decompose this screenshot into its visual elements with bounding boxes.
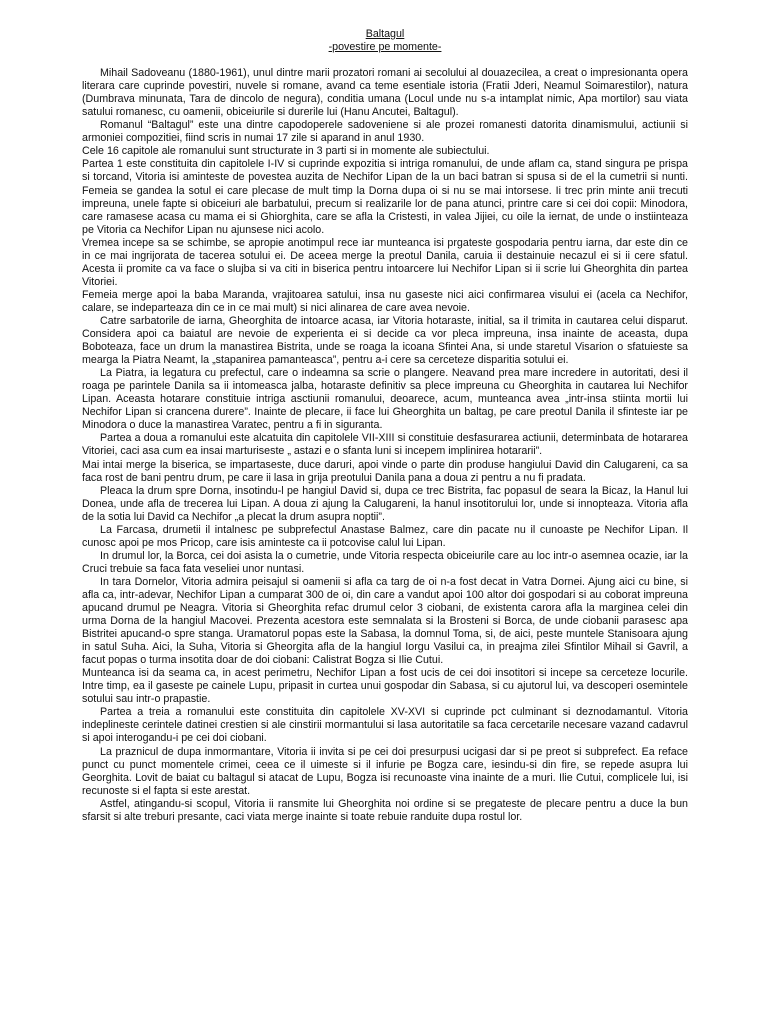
body-paragraph: Cele 16 capitole ale romanului sunt structurate in 3 parti si in momente ale subiectului.	[82, 145, 490, 158]
body-paragraph: Femeia merge apoi la baba Maranda, vrajitoarea satului, insa nu gaseste nici aici confirmarea visului ei (acela ca Nechifor, calare, se indeparteaza din ce in ce mai mult) si nici alinarea de care avea nevoie.	[82, 288, 688, 314]
document-title: Baltagul	[365, 28, 405, 40]
document-subtitle: -povestire pe momente-	[328, 41, 442, 54]
body-paragraph: La praznicul de dupa inmormantare, Vitoria ii invita si pe cei doi presurpusi ucigasi dar si pe preot si subprefect. Ea reface punct cu punct momentele crimei, ceea ce il uimeste si il infurie pe Bogza care, iesindu-si din fire, se repede asupra lui Georghita. Lovit de baiat cu baltagul si atacat de Lupu, Bogza isi recunoaste vina inainte de a muri. Ilie Cutui, complicele lui, isi recunoste si el fapta si este arestat.	[82, 745, 688, 797]
document-body	[82, 67, 688, 824]
document-page	[82, 28, 688, 824]
body-paragraph: La Farcasa, drumetii il intalnesc pe subprefectul Anastase Balmez, care din pacate nu il cunoaste pe Nechifor Lipan. Il cunosc apoi pe mos Pricop, care isis aminteste ca ii potcovise calul lui Lipan.	[82, 523, 688, 549]
body-paragraph: Mai intai merge la biserica, se impartaseste, duce daruri, apoi vinde o parte din produse hangiului David din Calugareni, ca sa faca rost de bani pentru drum, pe care ii lasa in grija preotului Danila pana a doua zi pentru a nu fi pradata.	[82, 458, 688, 484]
body-paragraph: Catre sarbatorile de iarna, Gheorghita de intoarce acasa, iar Vitoria hotaraste, initial, sa il trimita in cautarea celui disparut. Considera apoi ca baiatul are nevoie de experienta ei si decide ca vor pleca impreuna, insa inainte de aceasta, dupa Boboteaza, face un drum la manastirea Bistrita, unde se roaga la icoana Sfintei Ana, si unde staretul Visarion o sfatuieste sa mearga la Piatra Neamt, la „stapanirea pamanteasca”, pentru a-i cere sa cerceteze disparitia sotului ei.	[82, 314, 688, 367]
body-paragraph: In tara Dornelor, Vitoria admira peisajul si oamenii si afla ca targ de oi n-a fost decat in Vatra Dornei. Ajung aici cu bine, si afla ca, intr-adevar, Nechifor Lipan a cumparat 300 de oi, din care a vandut apoi 100 altor doi gospodari si au coborat impreuna apucand drumul pe Neagra. Vitoria si Gheorghita refac drumul celor 3 ciobani, de existenta carora afla la marginea celei din urma Dorna de la hangiul Macovei. Prezenta acestora este semnalata si la Brosteni si Borca, de unde ciobanii parasesc apa Bistritei apucand-o spre stanga. Uramatorul popas este la Sabasa, la domnul Toma, si, de aici, peste muntele Stanisoara ajung in satul Suha. Aici, la Suha, Vitoria si Gheorgita afla de la hangiul Iorgu Vasilui ca, in preajma zilei Sfintilor Mihail si Gavril, a facut popas o turma insotita doar de doi ciobani: Calistrat Bogza si Ilie Cutui.	[82, 575, 688, 667]
body-paragraph: Mihail Sadoveanu (1880-1961), unul dintre marii prozatori romani ai secolului al douazecilea, a creat o impresionanta opera literara care cuprinde povestiri, nuvele si romane, avand ca teme esentiale istoria (Fratii Jderi, Neamul Soimarestilor), natura (Dumbrava minunata, Tara de dincolo de negura), conditia umana (Locul unde nu s-a intamplat nimic, Apa mortilor) sau viata satului romanesc, cu oamenii, obiceiurile si durerile lui (Hanu Ancutei, Baltagul).	[82, 67, 688, 119]
body-paragraph: Vremea incepe sa se schimbe, se apropie anotimpul rece iar munteanca isi prgateste gospodaria pentru iarna, dar este din ce in ce mai ingrijorata de tacerea sotului ei. De aceea merge la preotul Danila, caruia ii destainuie necazul ei si ii cere sfatul. Acesta ii promite ca va face o slujba si va citi in biserica pentru intoarcere lui Nechifor Lipan si ii scrie lui Gheorghita din partea Vitoriei.	[82, 236, 688, 288]
body-paragraph: Munteanca isi da seama ca, in acest perimetru, Nechifor Lipan a fost ucis de cei doi insotitori si incepe sa cerceteze locurile. Intre timp, ea il gaseste pe cainele Lupu, pripasit in curtea unui gospodar din Sabasa, si cu ajutorul lui, va descoperi osemintele sotului sau intr-o prapastie.	[82, 667, 688, 706]
body-paragraph: Pleaca la drum spre Dorna, insotindu-l pe hangiul David si, dupa ce trec Bistrita, fac popasul de seara la Bicaz, la Hanul lui Donea, unde afla de trecerea lui Lipan. A doua zi ajung la Calugareni, la hanul insotitorului lor, unde si innopteaza. Vitoria afla de la sotia lui David ca Nechifor „a plecat la drum asupra noptii”.	[82, 484, 688, 523]
body-paragraph: Partea a treia a romanului este constituita din capitolele XV-XVI si cuprinde pct culminant si deznodamantul. Vitoria indeplineste cerintele datinei crestien si ale cinstirii mormantului si lasa autoritatile sa faca cercetarile necesare vazand cadavrul si apoi interogandu-i pe cei doi ciobani.	[82, 706, 688, 745]
body-paragraph: La Piatra, ia legatura cu prefectul, care o indeamna sa scrie o plangere. Neavand prea mare incredere in autoritati, desi il roaga pe parintele Danila sa ii intomeasca jalba, hotaraste definitiv sa plece impreuna cu Gheorghita in cautarea lui Nechifor Lipan. Aceasta hotarare constituie intriga asctiunii romanului, deoarece, acum, munteanca avea „intr-insa stiinta mortii lui Nechifor Lipan si crancena durere”. Inainte de plecare, ii face lui Gheorghita un baltag, pe care preotul Danila il sfinteste iar pe Minodora o duce la manastirea Varatec, pentru a fi in siguranta.	[82, 367, 688, 432]
body-paragraph: Partea 1 este constituita din capitolele I-IV si cuprinde expozitia si intriga romanului, de unde aflam ca, stand singura pe prispa si torcand, Vitoria isi aminteste de povestea auzita de Nechifor Lipan de la un baci batran si spusa si de el la cumetrii si nunti. Femeia se gandea la sotul ei care plecase de mult timp la Dorna dupa oi si nu se mai intorsese. Ii trec prin minte anii trecuti impreuna, unele fapte si obiceiuri ale barbatului, precum si realizarile lor de pana atunci, printre care si cei doi copii: Minodora, care ramasese acasa cu mama ei si Ghiorghita, care se afla la Cristesti, in valea Jijiei, cu oile la iernat, de unde o instiinteaza pe Vitoria ca Nechifor Lipan nu ajunsese nici acolo.	[82, 158, 688, 236]
body-paragraph: Astfel, atingandu-si scopul, Vitoria ii ransmite lui Gheorghita noi ordine si se pregateste de plecare pentru a duce la bun sfarsit si alte treburi presante, caci viata merge inainte si toate rebuie randuite dupa rostul lor.	[82, 797, 688, 823]
body-paragraph: In drumul lor, la Borca, cei doi asista la o cumetrie, unde Vitoria respecta obiceiurile care au loc intr-o asemnea ocazie, iar la Cruci trebuie sa faca fata veseliei unor nuntasi.	[82, 549, 688, 575]
body-paragraph: Romanul “Baltagul” este una dintre capodoperele sadoveniene si ale prozei romanesti datorita dinamismului, actiunii si armoniei compozitiei, fiind scris in numai 17 zile si aparand in anul 1930.	[82, 119, 688, 145]
body-paragraph: Partea a doua a romanului este alcatuita din capitolele VII-XIII si constituie desfasurarea actiunii, determinbata de hotararea Vitoriei, caci asa cum ea insai marturiseste „ astazi e o sfanta luni si incepem implinirea hotararii”.	[82, 432, 688, 458]
